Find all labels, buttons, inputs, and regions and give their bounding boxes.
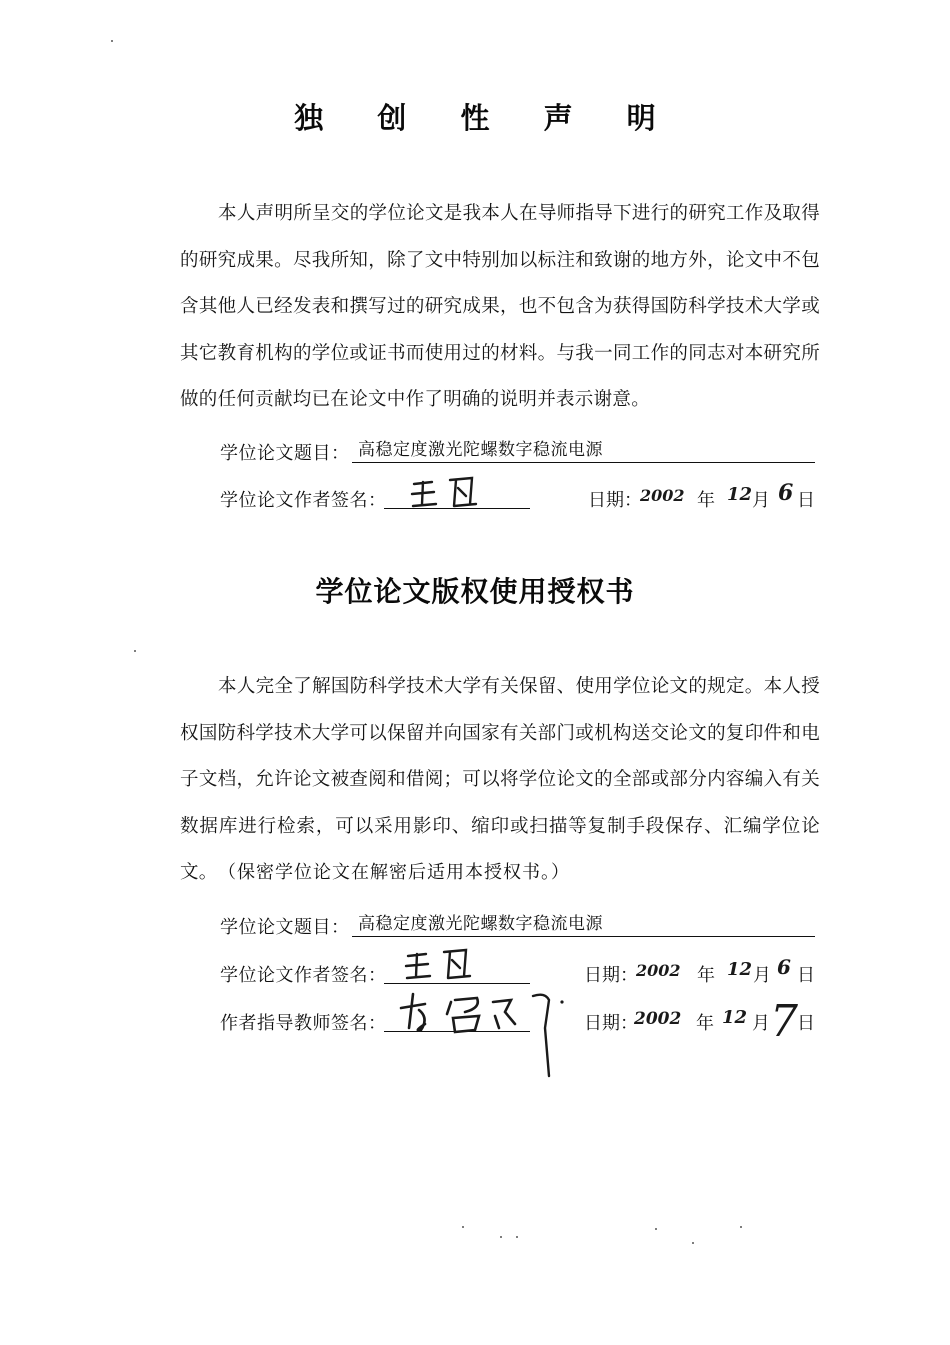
authorization-advisor-date-month: 12 [722,1007,748,1028]
authorization-advisor-month-char: 月 [752,1013,770,1034]
scan-speck [740,1226,742,1228]
scan-speck [111,40,113,42]
authorization-advisor-date-year: 2002 [634,1009,682,1029]
scan-speck [692,1242,694,1244]
authorization-advisor-date-day: 7 [770,996,798,1047]
scan-speck [516,1236,518,1238]
declaration-body: 本人声明所呈交的学位论文是我本人在导师指导下进行的研究工作及取得的研究成果。尽我所知，除了文中特别加以标注和致谢的地方外，论文中不包含其他人已经发表和撰写过的研究成果，也不包含为获得国防科学技术大学或其它教育机构的学位或证书而使用过的材料。与我一同工作的同志对本研究所做的任何贡献均已在论文中作了明确的说明并表示谢意。 [180,203,820,410]
scan-speck [134,650,136,652]
declaration-day-char: 日 [797,490,815,511]
authorization-advisor-day-char: 日 [797,1013,815,1034]
authorization-advisor-signature [395,988,570,1083]
authorization-author-sign-label: 学位论文作者签名： [220,965,387,986]
scan-speck [462,1226,464,1228]
authorization-advisor-year-char: 年 [696,1013,714,1034]
declaration-thesis-title-label: 学位论文题目： [220,443,350,464]
declaration-date-month: 12 [727,484,753,505]
declaration-author-sign-label: 学位论文作者签名： [220,490,387,511]
authorization-author-date-label: 日期： [584,965,638,986]
authorization-advisor-date-label: 日期： [584,1013,638,1034]
authorization-author-date-day: 6 [777,955,791,979]
declaration-year-char: 年 [697,490,715,511]
authorization-body: 本人完全了解国防科学技术大学有关保留、使用学位论文的规定。本人授权国防科学技术大学可以保留并向国家有关部门或机构送交论文的复印件和电子文档，允许论文被查阅和借阅；可以将学位论文的全部或部分内容编入有关数据库进行检索，可以采用影印、缩印或扫描等复制手段保存、汇编学位论文。 [180,676,820,883]
declaration-author-signature [410,474,490,514]
authorization-thesis-title-label: 学位论文题目： [220,917,350,938]
declaration-month-char: 月 [752,490,770,511]
authorization-author-date-month: 12 [727,959,753,980]
declaration-title: 独 创 性 声 明 [294,101,678,135]
authorization-title: 学位论文版权使用授权书 [315,575,635,608]
authorization-thesis-title-value: 高稳定度激光陀螺数字稳流电源 [352,913,815,937]
authorization-author-month-char: 月 [753,965,771,986]
authorization-advisor-sign-label: 作者指导教师签名： [220,1013,387,1034]
declaration-thesis-title-value: 高稳定度激光陀螺数字稳流电源 [352,439,815,463]
authorization-author-day-char: 日 [797,965,815,986]
declaration-date-label: 日期： [588,490,642,511]
authorization-author-year-char: 年 [697,965,715,986]
authorization-author-signature [404,946,484,986]
authorization-author-date-year: 2002 [636,961,681,980]
scan-speck [500,1236,502,1238]
scan-speck [655,1228,657,1230]
declaration-date-year: 2002 [640,486,685,505]
declaration-date-day: 6 [778,480,794,506]
authorization-note: （保密学位论文在解密后适用本授权书。） [218,862,570,883]
